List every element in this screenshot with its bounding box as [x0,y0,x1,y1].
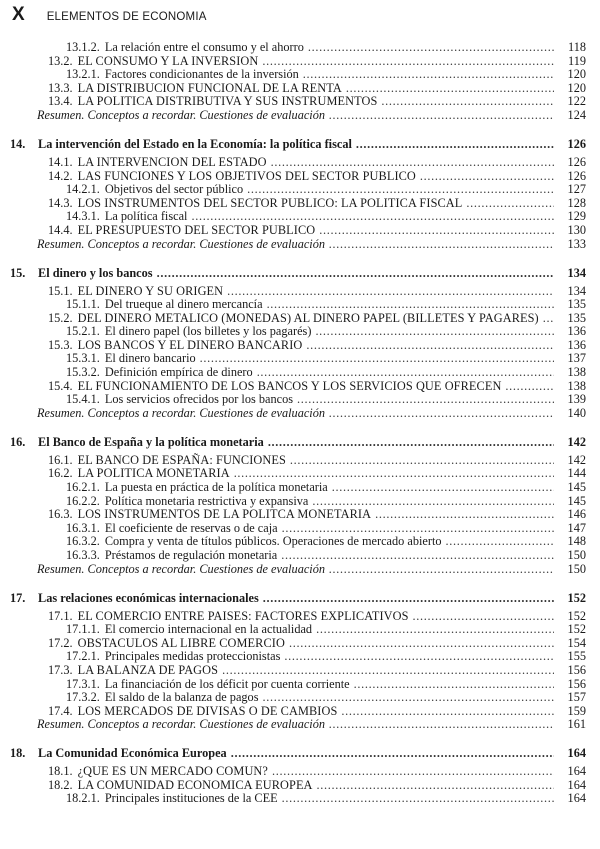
dot-leader [272,765,554,779]
dot-leader [329,563,554,577]
dot-leader [271,156,554,170]
page-number: 144 [567,466,586,481]
page-number: 150 [567,561,586,576]
chapter-title: El dinero y los bancos [38,265,153,280]
table-of-contents [0,41,600,820]
entry-title: Política monetaria restrictiva y expansiva [104,493,309,508]
page-number: 164 [567,746,586,761]
entry-title: Principales instituciones de la CEE [104,791,278,806]
page-number: 124 [567,107,586,122]
entry-title: LA BALANZA DE PAGOS [77,662,219,677]
entry-number: 15.2.1. [66,324,100,339]
summary-entry [0,238,600,252]
page-number: 164 [567,791,586,806]
dot-leader [356,137,554,151]
entry-title: EL DINERO Y SU ORIGEN [77,283,224,298]
entry-number: 14.4. [48,222,73,237]
page-number: 135 [567,297,586,312]
entry-title: La financiación de los déficit por cuenta corriente [104,676,350,691]
chapter-number: 18. [10,746,26,761]
chapter-title: El Banco de España y la política monetaria [38,434,264,449]
toc-entry [0,779,600,793]
page-number: 145 [567,480,586,495]
dot-leader [317,779,554,793]
dot-leader [346,82,554,96]
dot-leader [281,549,554,563]
entry-number: 17.1.1. [66,622,100,637]
chapter-number: 17. [10,590,26,605]
entry-title: El dinero papel (los billetes y los pagarés) [104,324,312,339]
dot-leader [413,610,554,624]
entry-title: EL COMERCIO ENTRE PAISES: FACTORES EXPLICATIVOS [77,608,409,623]
entry-title: EL CONSUMO Y LA INVERSION [77,53,259,68]
entry-title: Compra y venta de títulos públicos. Operaciones de mercado abierto [104,534,442,549]
entry-number: 15.4. [48,378,73,393]
dot-leader [319,224,554,238]
dot-leader [446,535,554,549]
entry-number: 17.3.1. [66,676,100,691]
page-number: 118 [568,40,586,54]
dot-leader [282,792,554,806]
toc-entry [0,610,600,624]
dot-leader [200,352,554,366]
page-number: 164 [567,777,586,792]
dot-leader [267,298,554,312]
dot-leader [329,718,554,732]
dot-leader [543,312,554,326]
entry-title: LOS INSTRUMENTOS DE LA POLITCA MONETARIA [77,507,372,522]
entry-title: Resumen. Conceptos a recordar. Cuestiones de evaluación [37,717,326,732]
entry-title: EL BANCO DE ESPAÑA: FUNCIONES [77,452,286,467]
entry-title: El comercio internacional en la actualidad [104,622,313,637]
entry-title: Del trueque al dinero mercancía [104,297,263,312]
entry-number: 16.3. [48,507,73,522]
entry-title: EL PRESUPUESTO DEL SECTOR PUBLICO [77,222,316,237]
toc-entry [0,366,600,380]
chapter-title: La Comunidad Económica Europea [38,746,227,761]
toc-entry [0,325,600,339]
dot-leader [375,508,554,522]
page-number: 138 [567,378,586,393]
dot-leader [234,467,554,481]
dot-leader [231,746,554,760]
entry-title: DEL DINERO METALICO (MONEDAS) AL DINERO PAPEL (BILLETES Y PAGARES) [77,310,539,325]
entry-number: 18.2.1. [66,791,100,806]
entry-number: 15.3.2. [66,365,100,380]
entry-number: 15.2. [48,310,73,325]
page-number: 129 [567,209,586,224]
entry-number: 18.1. [48,764,73,779]
dot-leader [157,266,554,280]
toc-entry [0,467,600,481]
toc-entry [0,705,600,719]
page-number: 145 [567,493,586,508]
entry-number: 16.3.3. [66,547,100,562]
toc-entry [0,678,600,692]
chapter-entry [0,266,600,285]
dot-leader [282,522,554,536]
toc-entry [0,82,600,96]
dot-leader [306,339,554,353]
toc-entry [0,197,600,211]
page-number: 126 [567,154,586,169]
entry-title: EL FUNCIONAMIENTO DE LOS BANCOS Y LOS SERVICIOS QUE OFRECEN [77,378,502,393]
entry-title: La política fiscal [104,209,188,224]
dot-leader [262,55,554,69]
page-header [12,4,207,26]
entry-number: 14.2. [48,168,73,183]
dot-leader [329,238,554,252]
dot-leader [222,664,554,678]
entry-number: 17.2. [48,635,73,650]
entry-title: La relación entre el consumo y el ahorro [104,40,304,54]
page-number: 122 [567,94,586,109]
toc-entry [0,393,600,407]
toc-entry [0,481,600,495]
toc-entry [0,522,600,536]
entry-number: 14.3.1. [66,209,100,224]
chapter-number: 15. [10,265,26,280]
entry-number: 16.3.1. [66,520,100,535]
toc-entry [0,95,600,109]
entry-number: 16.3.2. [66,534,100,549]
entry-title: LOS INSTRUMENTOS DEL SECTOR PUBLICO: LA POLITICA FISCAL [77,195,463,210]
entry-number: 16.2.1. [66,480,100,495]
page-number: 139 [567,392,586,407]
toc-entry [0,285,600,299]
entry-number: 16.2.2. [66,493,100,508]
dot-leader [316,623,554,637]
entry-title: Resumen. Conceptos a recordar. Cuestiones de evaluación [37,405,326,420]
dot-leader [354,678,554,692]
page-number: 142 [567,434,586,449]
page-number: 157 [567,690,586,705]
page-number: 126 [567,168,586,183]
dot-leader [257,366,554,380]
page-number: 133 [567,236,586,251]
page-number: 142 [567,452,586,467]
page-number: 138 [567,365,586,380]
toc-section [0,435,600,576]
toc-entry [0,210,600,224]
dot-leader [308,41,554,55]
toc-section [0,266,600,421]
toc-entry [0,454,600,468]
page-number: 146 [567,507,586,522]
dot-leader [268,435,554,449]
entry-number: 17.4. [48,703,73,718]
entry-title: LOS MERCADOS DE DIVISAS O DE CAMBIOS [77,703,338,718]
entry-number: 14.2.1. [66,182,100,197]
summary-entry [0,109,600,123]
dot-leader [262,691,554,705]
chapter-title: Las relaciones económicas internacionales [38,590,259,605]
toc-entry [0,312,600,326]
toc-entry [0,352,600,366]
toc-entry [0,224,600,238]
summary-entry [0,407,600,421]
toc-section [0,591,600,732]
dot-leader [381,95,554,109]
entry-number: 17.3. [48,662,73,677]
toc-entry [0,765,600,779]
entry-number: 15.3.1. [66,351,100,366]
toc-entry [0,508,600,522]
summary-entry [0,563,600,577]
page-number: 164 [567,764,586,779]
dot-leader [263,591,554,605]
entry-number: 16.2. [48,466,73,481]
dot-leader [505,380,554,394]
page-number: 119 [568,53,586,68]
toc-entry [0,380,600,394]
entry-title: Resumen. Conceptos a recordar. Cuestiones de evaluación [37,561,326,576]
entry-number: 15.4.1. [66,392,100,407]
page-number: 152 [567,590,586,605]
page-number: 161 [567,717,586,732]
dot-leader [315,325,554,339]
dot-leader [341,705,554,719]
page-number: 120 [567,67,586,82]
page-number: 156 [567,662,586,677]
chapter-entry [0,591,600,610]
toc-entry [0,298,600,312]
page-number: 135 [567,310,586,325]
dot-leader [466,197,554,211]
page-number: 155 [567,649,586,664]
entry-title: Préstamos de regulación monetaria [104,547,278,562]
page-number: 148 [567,534,586,549]
toc-entry [0,637,600,651]
page-number: 152 [567,608,586,623]
running-title: ELEMENTOS DE ECONOMIA [46,11,207,23]
page-number: 134 [567,283,586,298]
entry-number: 16.1. [48,452,73,467]
entry-title: Resumen. Conceptos a recordar. Cuestiones de evaluación [37,236,326,251]
toc-section [0,137,600,251]
toc-entry [0,691,600,705]
entry-number: 13.3. [48,80,73,95]
entry-number: 13.2.1. [66,67,100,82]
entry-number: 15.3. [48,337,73,352]
page-number: 147 [567,520,586,535]
entry-title: LA INTERVENCION DEL ESTADO [77,154,267,169]
entry-title: LA POLITICA MONETARIA [77,466,230,481]
entry-title: Principales medidas proteccionistas [104,649,281,664]
entry-number: 13.1.2. [66,40,100,54]
dot-leader [297,393,554,407]
entry-title: LAS FUNCIONES Y LOS OBJETIVOS DEL SECTOR PUBLICO [77,168,416,183]
dot-leader [289,637,554,651]
toc-entry [0,495,600,509]
chapter-number: 16. [10,434,26,449]
entry-number: 17.2.1. [66,649,100,664]
toc-entry [0,792,600,806]
entry-title: Objetivos del sector público [104,182,244,197]
chapter-title: La intervención del Estado en la Economía: la política fiscal [38,136,352,151]
entry-number: 14.1. [48,154,73,169]
entry-title: La puesta en práctica de la política monetaria [104,480,328,495]
entry-title: Definición empírica de dinero [104,365,253,380]
page-numeral: X [12,4,25,25]
dot-leader [191,210,554,224]
entry-title: LOS BANCOS Y EL DINERO BANCARIO [77,337,303,352]
entry-number: 18.2. [48,777,73,792]
chapter-entry [0,137,600,156]
entry-title: ¿QUE ES UN MERCADO COMUN? [77,764,268,779]
page-number: 152 [567,622,586,637]
page-number: 150 [567,547,586,562]
entry-title: El saldo de la balanza de pagos [104,690,259,705]
dot-leader [227,285,554,299]
toc-entry [0,549,600,563]
dot-leader [290,454,554,468]
toc-entry [0,623,600,637]
dot-leader [284,650,554,664]
entry-title: Resumen. Conceptos a recordar. Cuestiones de evaluación [37,107,326,122]
page-number: 159 [567,703,586,718]
toc-entry [0,650,600,664]
dot-leader [303,68,554,82]
dot-leader [329,109,554,123]
toc-section [0,41,600,123]
chapter-number: 14. [10,136,26,151]
page-number: 120 [567,80,586,95]
entry-title: OBSTACULOS AL LIBRE COMERCIO [77,635,285,650]
entry-title: El dinero bancario [104,351,196,366]
entry-number: 17.1. [48,608,73,623]
entry-number: 17.3.2. [66,690,100,705]
dot-leader [247,183,554,197]
entry-title: Factores condicionantes de la inversión [104,67,299,82]
chapter-entry [0,435,600,454]
toc-entry [0,339,600,353]
dot-leader [332,481,554,495]
toc-entry [0,68,600,82]
dot-leader [312,495,554,509]
entry-title: Los servicios ofrecidos por los bancos [104,392,293,407]
toc-entry [0,156,600,170]
page-number: 134 [567,265,586,280]
page-number: 127 [567,182,586,197]
page-number: 137 [567,351,586,366]
page-number: 136 [567,337,586,352]
entry-title: El coeficiente de reservas o de caja [104,520,278,535]
toc-entry [0,535,600,549]
entry-title: LA DISTRIBUCION FUNCIONAL DE LA RENTA [77,80,342,95]
toc-entry [0,170,600,184]
entry-number: 15.1. [48,283,73,298]
page-number: 130 [567,222,586,237]
summary-entry [0,718,600,732]
entry-number: 15.1.1. [66,297,100,312]
chapter-entry [0,746,600,765]
page-number: 140 [567,405,586,420]
entry-title: LA COMUNIDAD ECONOMICA EUROPEA [77,777,313,792]
toc-entry [0,183,600,197]
toc-entry [0,664,600,678]
page-number: 136 [567,324,586,339]
page-number: 156 [567,676,586,691]
toc-entry [0,41,600,55]
dot-leader [420,170,554,184]
entry-number: 13.2. [48,53,73,68]
entry-title: LA POLITICA DISTRIBUTIVA Y SUS INSTRUMENTOS [77,94,378,109]
dot-leader [329,407,554,421]
page-number: 154 [567,635,586,650]
toc-section [0,746,600,806]
page-number: 126 [567,136,586,151]
entry-number: 14.3. [48,195,73,210]
page-number: 128 [567,195,586,210]
toc-entry [0,55,600,69]
entry-number: 13.4. [48,94,73,109]
